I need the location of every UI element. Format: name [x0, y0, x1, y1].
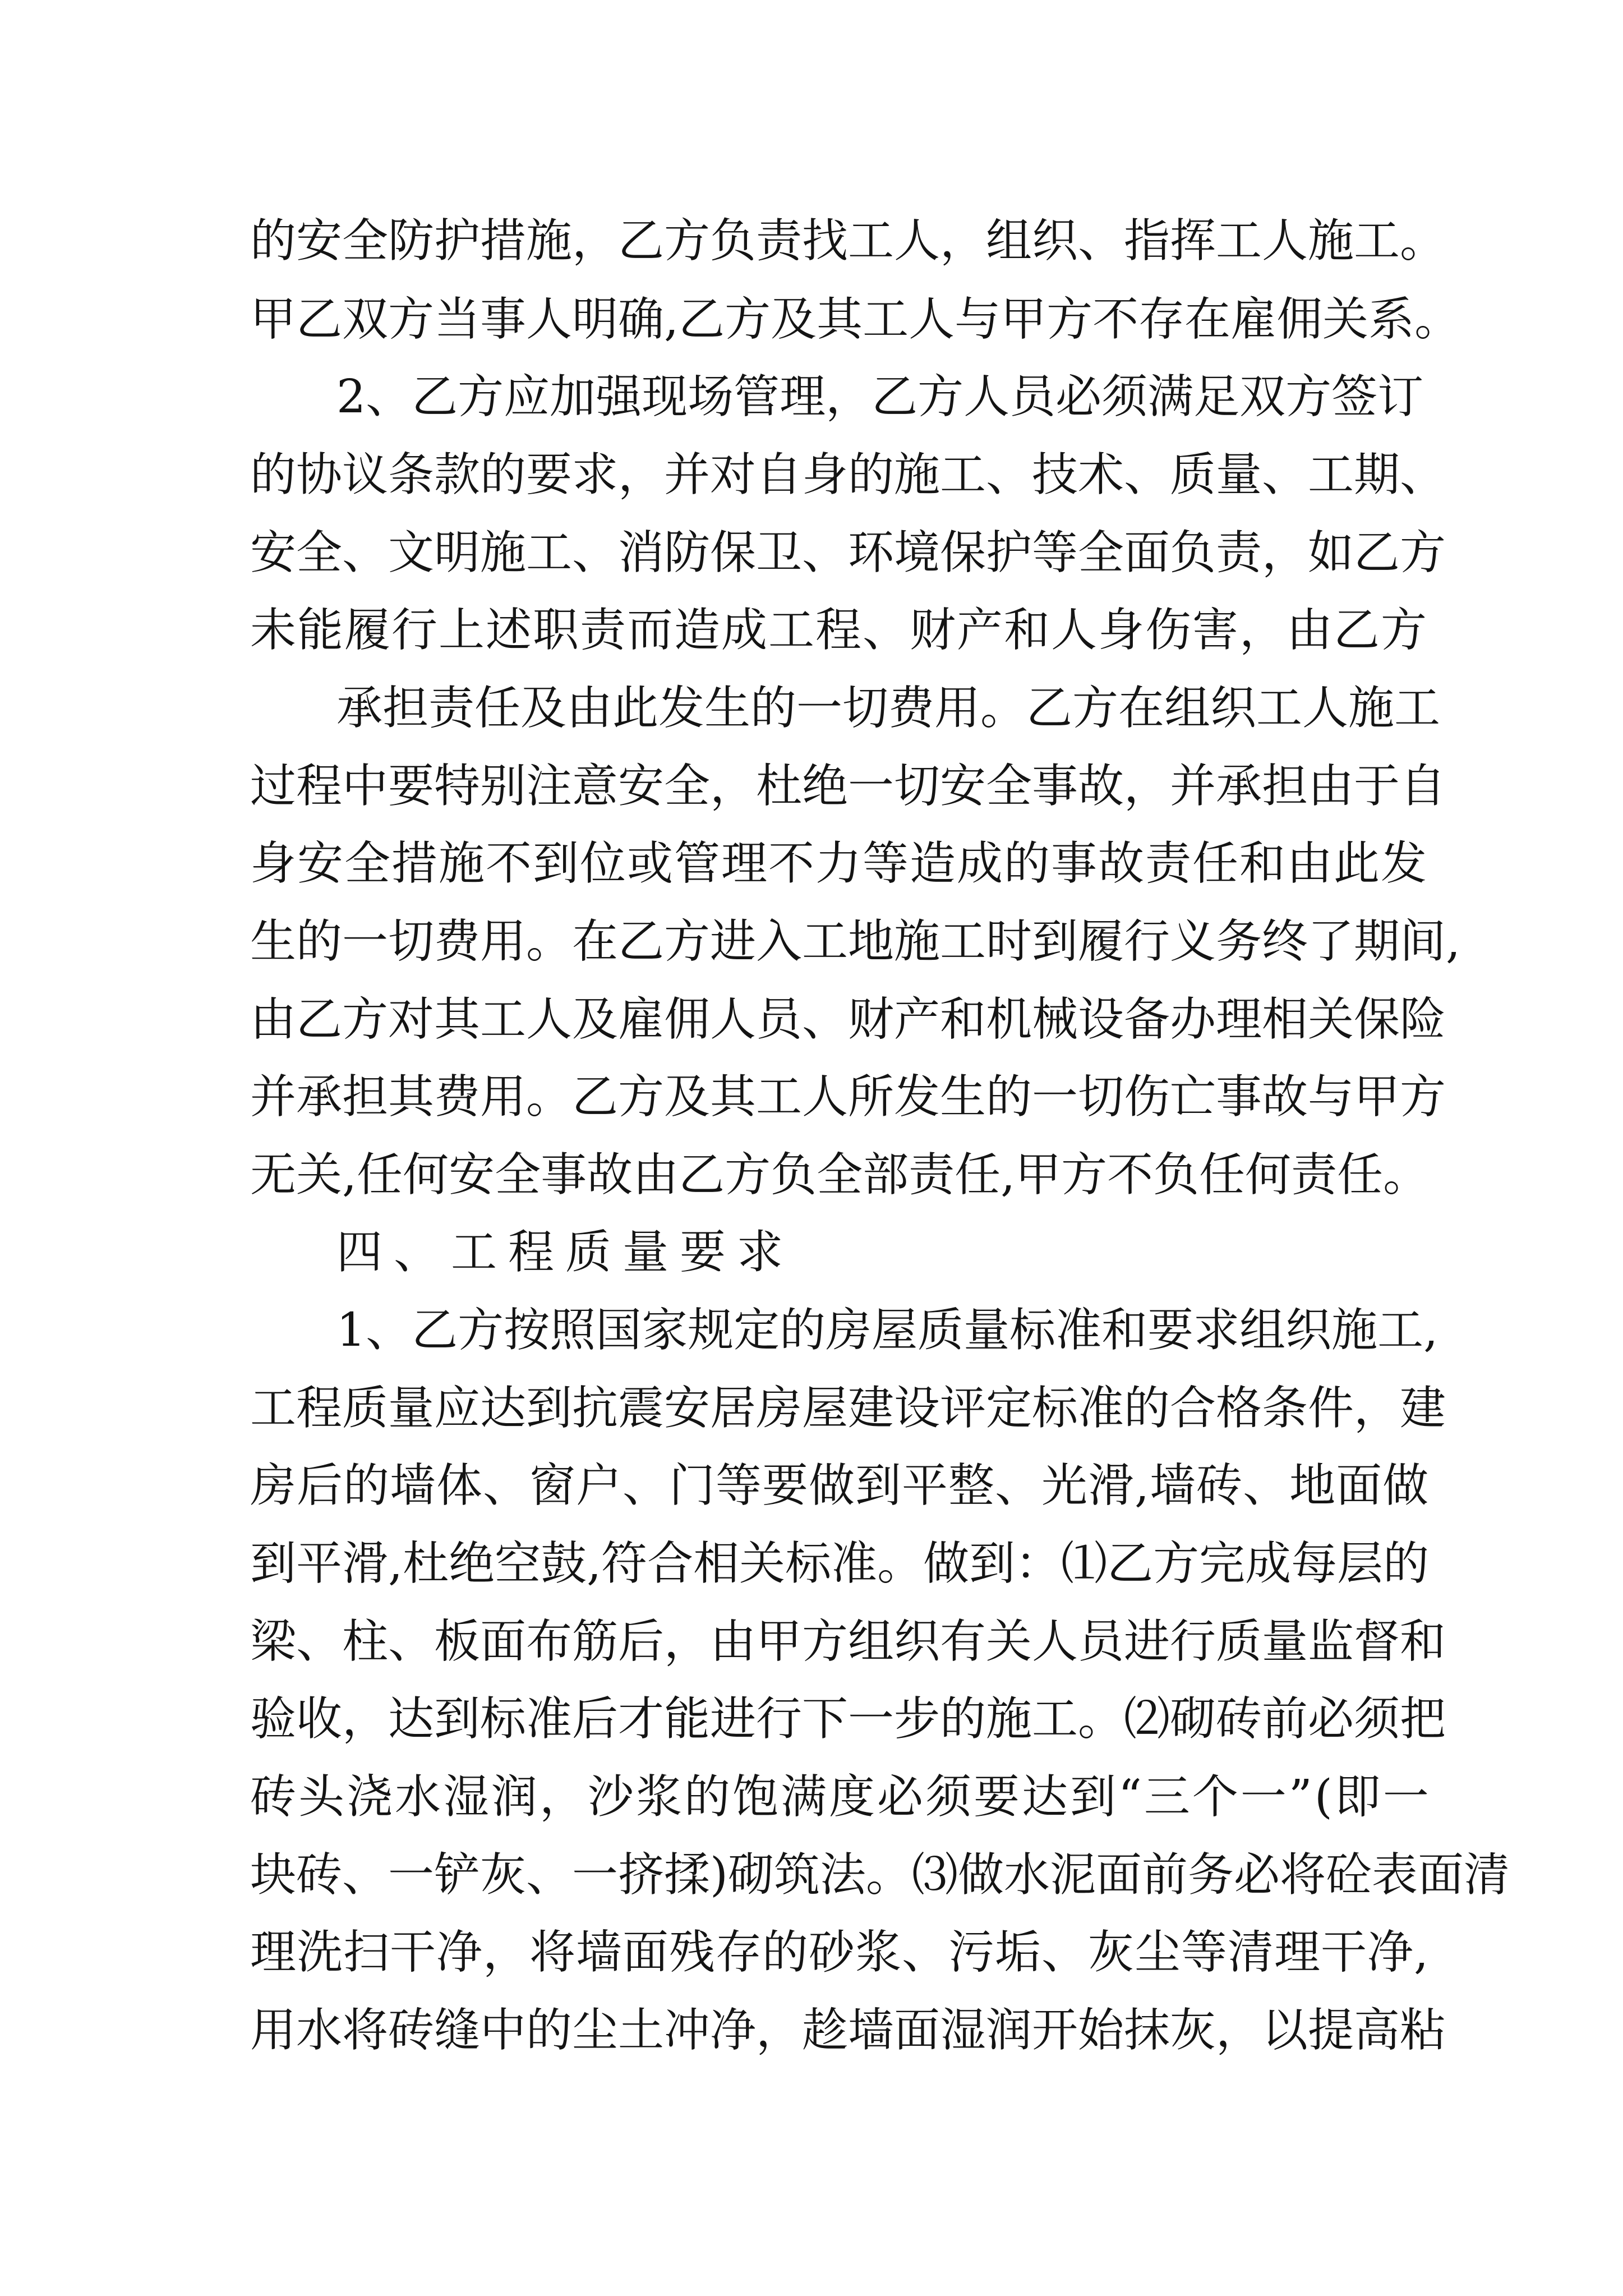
paragraph-start: 1、乙方按照国家规定的房屋质量标准和要求组织施工, — [336, 1304, 1438, 1357]
text-line: 砖头浇水湿润，沙浆的饱满度必须要达到“三个一”(即一 — [250, 1770, 1431, 1824]
text-line: 用水将砖缝中的尘土冲净，趁墙面湿润开始抹灰，以提高粘 — [250, 2004, 1446, 2057]
text-line: 验收，达到标准后才能进行下一步的施工。⑵砌砖前必须把 — [250, 1692, 1446, 1746]
text-line: 无关,任何安全事故由乙方负全部责任,甲方不负任何责任。 — [250, 1148, 1430, 1202]
paragraph-start: 承担责任及由此发生的一切费用。乙方在组织工人施工 — [336, 682, 1441, 735]
text-line: 块砖、一铲灰、一挤揉)砌筑法。⑶做水泥面前务必将砼表面清 — [250, 1848, 1510, 1902]
section-heading: 四、工程质量要求 — [336, 1226, 795, 1279]
text-line: 到平滑,杜绝空鼓,符合相关标准。做到：⑴乙方完成每层的 — [250, 1537, 1430, 1590]
text-line: 房后的墙体、窗户、门等要做到平整、光滑,墙砖、地面做 — [250, 1459, 1430, 1512]
text-line: 的协议条款的要求，并对自身的施工、技术、质量、工期、 — [250, 448, 1446, 501]
text-line: 工程质量应达到抗震安居房屋建设评定标准的合格条件，建 — [250, 1382, 1446, 1435]
text-line: 身安全措施不到位或管理不力等造成的事故责任和由此发 — [250, 837, 1428, 890]
text-line: 生的一切费用。在乙方进入工地施工时到履行义务终了期间, — [250, 915, 1461, 968]
paragraph-start: 2、乙方应加强现场管理，乙方人员必须满足双方签订 — [336, 370, 1424, 424]
text-line: 的安全防护措施，乙方负责找工人，组织、指挥工人施工。 — [250, 214, 1446, 268]
text-line: 由乙方对其工人及雇佣人员、财产和机械设备办理相关保险 — [250, 993, 1446, 1046]
text-line: 甲乙双方当事人明确,乙方及其工人与甲方不存在雇佣关系。 — [250, 293, 1461, 346]
text-line: 并承担其费用。乙方及其工人所发生的一切伤亡事故与甲方 — [250, 1070, 1446, 1124]
text-line: 过程中要特别注意安全，杜绝一切安全事故，并承担由于自 — [250, 760, 1446, 813]
text-line: 梁、柱、板面布筋后，由甲方组织有关人员进行质量监督和 — [250, 1615, 1446, 1668]
text-line: 理洗扫干净，将墙面残存的砂浆、污垢、灰尘等清理干净, — [250, 1926, 1430, 1979]
text-line: 未能履行上述职责而造成工程、财产和人身伤害，由乙方 — [250, 604, 1428, 657]
text-line: 安全、文明施工、消防保卫、环境保护等全面负责，如乙方 — [250, 526, 1446, 579]
